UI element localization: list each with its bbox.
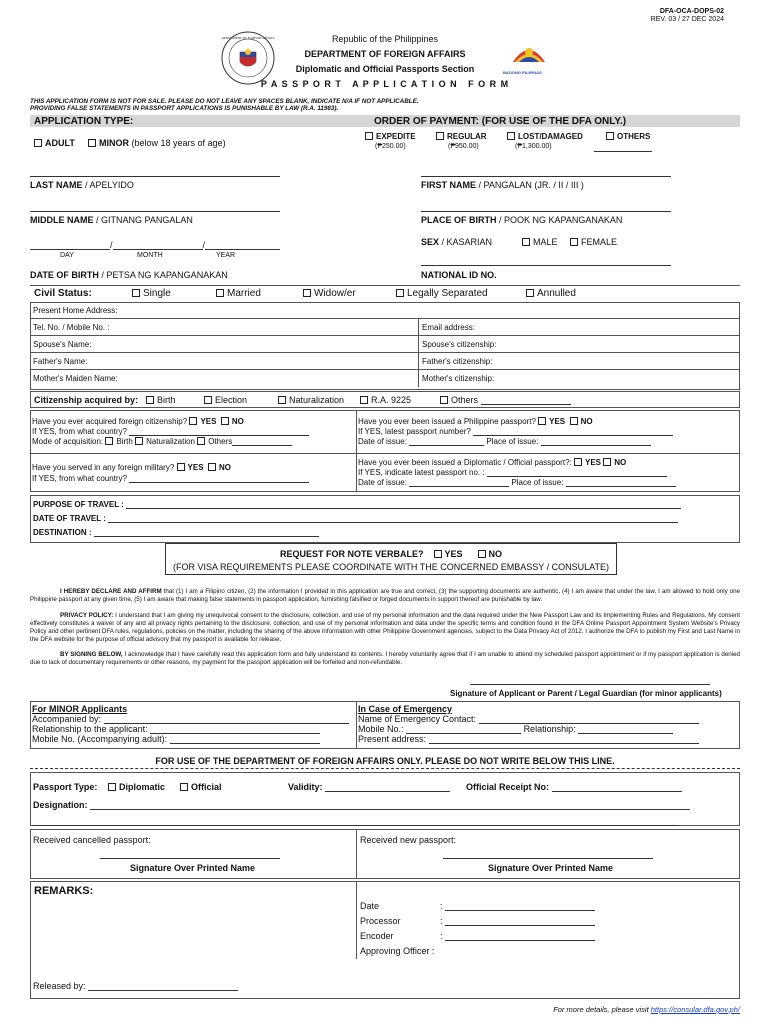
footer-text: For more details, please visit https://consular.dfa.gov.ph/ — [553, 1005, 740, 1014]
national-id-line[interactable] — [421, 265, 671, 266]
civil-status-label: Civil Status: — [34, 288, 92, 299]
minor-accompanied[interactable]: Accompanied by: — [32, 714, 349, 724]
dip-passport-question[interactable]: Have you ever been issued a Diplomatic / Official passport?: YES NO — [358, 458, 627, 467]
revision: REV. 03 / 27 DEC 2024 — [650, 16, 724, 23]
dob-label: DATE OF BIRTH / PETSA NG KAPANGANAKAN — [30, 270, 228, 280]
designation-line2[interactable] — [33, 825, 678, 826]
ph-passport-issue[interactable]: Date of issue: Place of issue: — [358, 437, 651, 446]
new-signature-line[interactable] — [443, 858, 653, 859]
place-of-birth-line[interactable] — [421, 211, 671, 212]
last-name-label: LAST NAME / APELYIDO — [30, 180, 134, 190]
mode-acquisition[interactable]: Mode of acquisition: Birth Naturalization Others — [32, 437, 292, 446]
notice-line2: PROVIDING FALSE STATEMENTS IN PASSPORT APPLICATIONS IS PUNISHABLE BY LAW (R.A. 11983). — [30, 105, 339, 112]
citizenship-label: Citizenship acquired by: — [34, 395, 139, 405]
day-label: DAY — [60, 252, 74, 259]
questions-divider — [356, 410, 357, 492]
payment-lost-damaged[interactable]: LOST/DAMAGED (₱1,300.00) — [507, 132, 597, 150]
civil-widow[interactable]: Widow/er — [303, 288, 356, 299]
passport-type-official[interactable]: Official — [180, 782, 222, 792]
bagong-pilipinas-text: BAGONG PILIPINAS — [503, 70, 542, 75]
lost-damaged-checkbox[interactable] — [507, 132, 515, 140]
note-verbale-yes-checkbox — [434, 550, 442, 558]
national-id-label: NATIONAL ID NO. — [421, 270, 497, 280]
female-checkbox[interactable] — [570, 238, 578, 246]
received-cancelled-label: Received cancelled passport: — [33, 835, 151, 845]
emergency-name[interactable]: Name of Emergency Contact: — [358, 714, 699, 724]
cit-naturalization[interactable]: Naturalization — [278, 395, 344, 405]
minor-checkbox[interactable] — [88, 139, 96, 147]
cit-others-checkbox[interactable] — [440, 396, 448, 404]
regular-checkbox[interactable] — [436, 132, 444, 140]
cit-ra9225[interactable]: R.A. 9225 — [360, 395, 411, 405]
application-type-label: APPLICATION TYPE: — [34, 116, 134, 127]
released-by-field[interactable]: Released by: — [33, 981, 238, 991]
received-new-label: Received new passport: — [360, 835, 457, 845]
cancelled-signature-line[interactable] — [100, 858, 280, 859]
military-country[interactable]: If YES, from what country? — [32, 474, 309, 483]
legally-separated-checkbox[interactable] — [396, 289, 404, 297]
cit-birth[interactable]: Birth — [146, 395, 176, 405]
latest-passport-number[interactable]: If YES, latest passport number? — [358, 427, 673, 436]
male-checkbox[interactable] — [522, 238, 530, 246]
cancelled-signature-label: Signature Over Printed Name — [130, 863, 256, 873]
minor-title: For MINOR Applicants — [32, 704, 128, 714]
dfa-block — [30, 772, 740, 826]
questions-mid-line — [30, 453, 740, 454]
cit-naturalization-checkbox[interactable] — [278, 396, 286, 404]
married-checkbox[interactable] — [216, 289, 224, 297]
foreign-cit-no-checkbox — [221, 417, 229, 425]
emergency-mobile[interactable]: Mobile No.: Relationship: — [358, 724, 673, 734]
encoder-field[interactable]: : — [440, 931, 595, 941]
footer-link[interactable]: https://consular.dfa.gov.ph/ — [650, 1005, 740, 1014]
dob-fields[interactable]: / / — [30, 240, 280, 250]
form-code: DFA-OCA-DOPS-02 — [659, 8, 724, 15]
first-name-line[interactable] — [421, 176, 671, 177]
notice-line1: THIS APPLICATION FORM IS NOT FOR SALE. PLEASE DO NOT LEAVE ANY SPACES BLANK, INDICATE N/A IF NOT APPLICABLE. — [30, 98, 419, 105]
military-question[interactable]: Have you served in any foreign military? YES NO — [32, 463, 231, 472]
republic-label: Republic of the Philippines — [331, 34, 439, 44]
declaration-paragraph: I HEREBY DECLARE AND AFFIRM that (1) I am a Filipino citizen, (2) the information I provided in this application are true and correct, (3) the supporting documents are authentic, (4) I am aware that under the law, I am allowed to hold only one Philippine passport at any given time, (5) I am aware that making false statements in passport application, furnishing falsified or forged documents in support thereof are punishable by law. — [30, 588, 741, 603]
bagong-pilipinas-logo-icon — [505, 32, 553, 80]
encoder-label: Encoder — [360, 931, 394, 941]
foreign-cit-country[interactable]: If YES, from what country? — [32, 427, 309, 436]
middle-name-line[interactable] — [30, 211, 280, 212]
date-of-travel[interactable]: DATE OF TRAVEL : — [33, 514, 678, 523]
dob-month-line[interactable] — [113, 241, 203, 250]
remarks-label: REMARKS: — [34, 885, 94, 897]
processor-label: Processor — [360, 916, 401, 926]
ph-passport-question[interactable]: Have you ever been issued a Philippine passport? YES NO — [358, 417, 593, 426]
others-checkbox[interactable] — [606, 132, 614, 140]
privacy-paragraph: PRIVACY POLICY: I understand that I am giving my unequivocal consent to the disclosure, collection, and use of my personal information and the data required under the New Passport Law and its Implementing Rules and Regulations. My consent effectively constitutes a waiver of any and all privacy rights pertaining to the disclosure, collection, and use of my personal information and data under the specific terms and condition found in the DFA Online Passport Appointment System Website's Privacy Policy and other pertinent DFA rules, regulations, policies on the matter, including the sharing of the above information with other Philippine Government agencies, subject to the Data Privacy Act of 2012. I authorize the DFA to publish my First and Last Name in the DFA website for the purpose of official advisory that my passport is available for release. — [30, 612, 740, 643]
emergency-title: In Case of Emergency — [358, 704, 453, 714]
remarks-area[interactable] — [33, 900, 353, 955]
receipt-field[interactable]: Official Receipt No: — [466, 782, 682, 792]
female-option[interactable]: FEMALE — [570, 237, 617, 247]
dfa-only-title: FOR USE OF THE DEPARTMENT OF FOREIGN AFFAIRS ONLY. PLEASE DO NOT WRITE BELOW THIS LINE. — [155, 756, 615, 766]
expedite-checkbox[interactable] — [365, 132, 373, 140]
mother-row[interactable]: Mother's Maiden Name: Mother's citizenship: — [30, 370, 740, 387]
note-verbale-question[interactable]: REQUEST FOR NOTE VERBALE? YES NO — [279, 549, 503, 559]
passport-type-label: Passport Type: — [33, 782, 98, 792]
minor-mobile[interactable]: Mobile No. (Accompanying adult): — [32, 734, 320, 744]
cit-election-checkbox[interactable] — [204, 396, 212, 404]
dob-day-line[interactable] — [30, 241, 110, 250]
first-name-label: FIRST NAME / PANGALAN (JR. / II / III ) — [421, 180, 584, 190]
foreign-cit-yes-checkbox — [189, 417, 197, 425]
adult-checkbox[interactable] — [34, 139, 42, 147]
minor-relationship[interactable]: Relationship to the applicant: — [32, 724, 320, 734]
regular-fee: (₱950.00) — [448, 143, 479, 150]
remarks-divider — [356, 881, 357, 959]
note-verbale-note: (FOR VISA REQUIREMENTS PLEASE COORDINATE WITH THE CONCERNED EMBASSY / CONSULATE) — [173, 562, 609, 572]
validity-field[interactable]: Validity: — [288, 782, 450, 792]
place-of-birth-label: PLACE OF BIRTH / POOK NG KAPANGANAKAN — [421, 215, 623, 225]
home-address-row[interactable]: Present Home Address: — [30, 302, 740, 319]
civil-single[interactable]: Single — [132, 288, 171, 299]
male-option[interactable]: MALE — [522, 237, 558, 247]
signing-paragraph: BY SIGNING BELOW, I acknowledge that I have carefully read this application form and fully understand its contents. I hereby voluntarily agree that if I am unable to attend my scheduled passport appointment or if my passport application is denied due to lack of documentary requirements or other reasons, my payment for the passport application will be forfeited and non-refundable. — [30, 651, 740, 666]
payment-label: ORDER OF PAYMENT: (FOR USE OF THE DFA ONLY.) — [374, 116, 627, 127]
foreign-cit-question[interactable]: Have you ever acquired foreign citizenship? YES NO — [32, 417, 244, 426]
single-checkbox[interactable] — [132, 289, 140, 297]
others-fee-line[interactable] — [594, 151, 652, 152]
annulled-checkbox[interactable] — [526, 289, 534, 297]
father-row[interactable]: Father's Name: Father's citizenship: — [30, 353, 740, 370]
sex-label: SEX / KASARIAN — [421, 237, 493, 247]
cit-others[interactable]: Others — [440, 395, 571, 405]
minor-emergency-divider — [356, 701, 357, 749]
expedite-fee: (₱250.00) — [375, 143, 406, 150]
widow-checkbox[interactable] — [303, 289, 311, 297]
payment-others[interactable]: OTHERS — [606, 132, 666, 141]
payment-expedite[interactable]: EXPEDITE (₱250.00) — [365, 132, 435, 150]
dob-year-line[interactable] — [205, 241, 280, 250]
approving-officer-label: Approving Officer : — [360, 946, 435, 956]
new-signature-label: Signature Over Printed Name — [488, 863, 614, 873]
dfa-only-dashed-line — [30, 768, 740, 769]
passport-type-diplomatic[interactable]: Diplomatic — [108, 782, 165, 792]
civil-legally-separated[interactable]: Legally Separated — [396, 288, 488, 299]
svg-text:DEPARTMENT OF FOREIGN AFFAIRS: DEPARTMENT OF FOREIGN AFFAIRS — [221, 36, 275, 40]
applicant-signature-label: Signature of Applicant or Parent / Legal Guardian (for minor applicants) — [450, 689, 722, 698]
tel-row[interactable]: Tel. No. / Mobile No. : Email address: — [30, 319, 740, 336]
applicant-signature-line[interactable] — [470, 684, 710, 685]
cit-birth-checkbox[interactable] — [146, 396, 154, 404]
payment-regular[interactable]: REGULAR (₱950.00) — [436, 132, 506, 150]
cit-ra9225-checkbox[interactable] — [360, 396, 368, 404]
section-label: Diplomatic and Official Passports Section — [295, 64, 475, 74]
destination[interactable]: DESTINATION : — [33, 528, 319, 537]
date-label: Date — [360, 901, 380, 911]
dip-latest-passport[interactable]: If YES, indicate latest passport no. : — [358, 468, 667, 477]
lost-damaged-fee: (₱1,300.00) — [515, 143, 552, 150]
form-title: P A S S P O R T A P P L I C A T I O N F O R M — [260, 79, 510, 89]
dip-passport-issue[interactable]: Date of issue: Place of issue: — [358, 478, 676, 487]
purpose-of-travel[interactable]: PURPOSE OF TRAVEL : — [33, 500, 681, 509]
month-label: MONTH — [137, 252, 163, 259]
note-verbale-no-checkbox — [478, 550, 486, 558]
last-name-line[interactable] — [30, 176, 280, 177]
year-label: YEAR — [216, 252, 236, 259]
middle-name-label: MIDDLE NAME / GITNANG PANGALAN — [30, 215, 193, 225]
cit-election[interactable]: Election — [204, 395, 247, 405]
adult-option[interactable]: ADULT — [34, 138, 75, 148]
civil-married[interactable]: Married — [216, 288, 261, 299]
emergency-address[interactable]: Present address: — [358, 734, 699, 744]
received-divider — [356, 829, 357, 879]
designation-field[interactable]: Designation: — [33, 800, 690, 810]
processor-field[interactable]: : — [440, 916, 595, 926]
department-label: DEPARTMENT OF FOREIGN AFFAIRS — [304, 49, 466, 59]
date-field[interactable]: : — [440, 901, 595, 911]
civil-annulled[interactable]: Annulled — [526, 288, 576, 299]
spouse-row[interactable]: Spouse's Name: Spouse's citizenship: — [30, 336, 740, 353]
minor-option[interactable]: MINOR (below 18 years of age) — [88, 138, 226, 148]
